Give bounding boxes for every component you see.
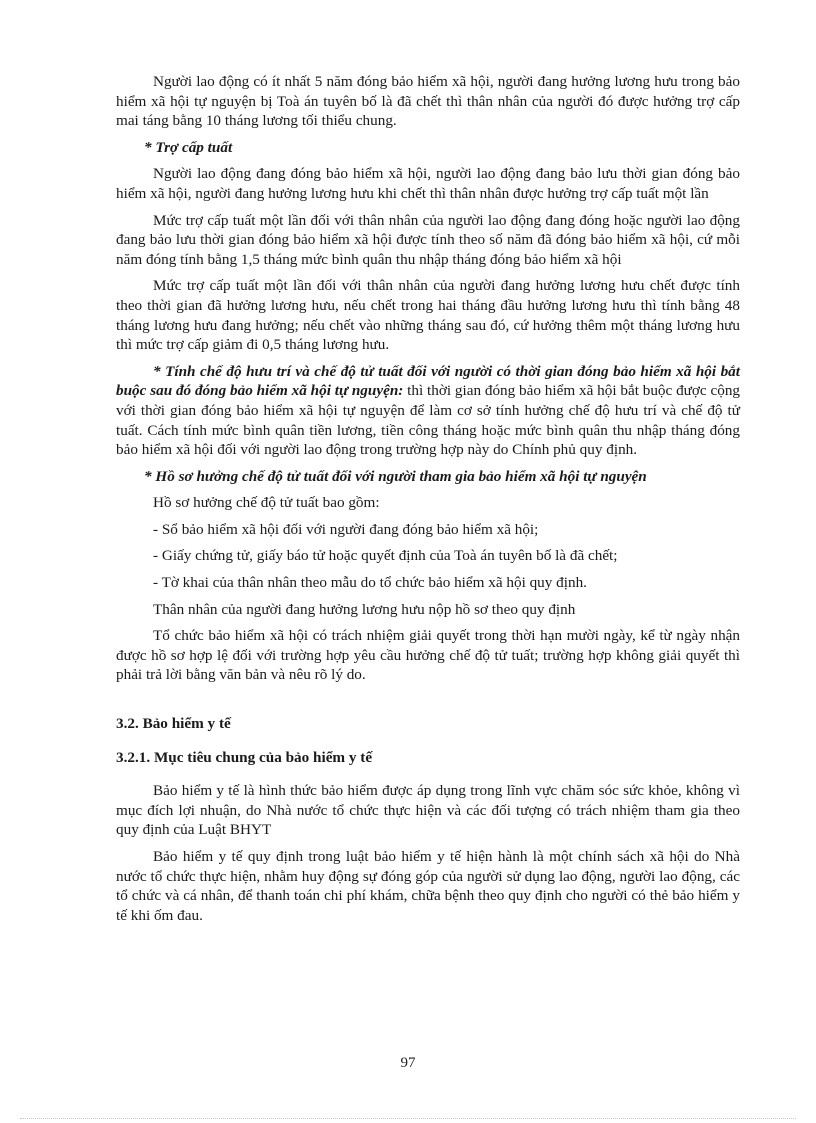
paragraph-health-insurance-policy: Bảo hiểm y tế quy định trong luật bảo hiểm y tế hiện hành là một chính sách xã hội do Nhà nước tổ chức thực hiện, nhằm huy động sự đóng góp của người sử dụng lao động, người lao động, các tổ chức và cá nhân, để thanh toán chi phí khám, chữa bệnh theo quy định cho người có thẻ bảo hiểm y tế khi ốm đau. [116, 848, 740, 924]
page-number: 97 [400, 1055, 416, 1071]
paragraph-combined-contribution-lead: * Tính chế độ hưu trí và chế độ tử tuất đối với người có thời gian đóng bảo hiểm xã hội bắt buộc sau đó đóng bảo hiểm xã hội tự nguyện: [116, 362, 740, 400]
spacer [116, 767, 740, 781]
subsection-heading-objectives: 3.2.1. Mục tiêu chung của bảo hiểm y tế [116, 748, 373, 766]
list-item-declaration-form: - Tờ khai của thân nhân theo mẫu do tổ chức bảo hiểm xã hội quy định. [153, 574, 587, 592]
paragraph-funeral-allowance: Người lao động có ít nhất 5 năm đóng bảo hiểm xã hội, người đang hưởng lương hưu trong bảo hiểm xã hội tự nguyện bị Toà án tuyên bố là đã chết thì thân nhân của người đó được hưởng trợ cấp mai táng bằng 10 tháng lương tối thiểu chung. [116, 73, 740, 130]
heading-survivor-allowance: * Trợ cấp tuất [144, 138, 233, 156]
paragraph-lump-sum-rate-workers: Mức trợ cấp tuất một lần đối với thân nhân của người lao động đang đóng hoặc người lao động đang bảo lưu thời gian đóng bảo hiểm xã hội được tính theo số năm đã đóng bảo hiểm xã hội, cứ mỗi năm đóng tính bằng 1,5 tháng mức bình quân thu nhập tháng đóng bảo hiểm xã hội [116, 211, 740, 268]
paragraph-combined-contribution-body: thì thời gian đóng bảo hiểm xã hội bắt buộc được cộng với thời gian đóng bảo hiểm xã hội tự nguyện để làm cơ sở tính hưởng chế độ hưu trí và chế độ tử tuất. Cách tính mức bình quân tiền lương, tiền công tháng hoặc mức bình quân thu nhập tháng đóng bảo hiểm xã hội đối với người lao động trong trường hợp này do Chính phủ quy định. [116, 382, 741, 459]
paragraph-health-insurance-definition: Bảo hiểm y tế là hình thức bảo hiểm được áp dụng trong lĩnh vực chăm sóc sức khỏe, không vì mục đích lợi nhuận, do Nhà nước tổ chức thực hiện và các đối tượng có trách nhiệm tham gia theo quy định của Luật BHYT [116, 782, 740, 839]
spacer [116, 692, 740, 714]
spacer [116, 734, 740, 748]
page-bottom-divider [20, 1118, 796, 1119]
paragraph-lump-sum-rate-pensioners: Mức trợ cấp tuất một lần đối với thân nhân của người đang hưởng lương hưu chết được tính theo thời gian đã hưởng lương hưu, nếu chết trong hai tháng đầu hưởng lương hưu thì tính bằng 48 tháng lương hưu đang hưởng; nếu chết vào những tháng sau đó, cứ hưởng thêm một tháng lương hưu thì mức trợ cấp giảm đi 0,5 tháng lương hưu. [116, 277, 740, 354]
list-item-death-certificate: - Giấy chứng tử, giấy báo tử hoặc quyết định của Toà án tuyên bố là đã chết; [153, 547, 618, 565]
paragraph-combined-contribution [116, 362, 740, 460]
paragraph-survivor-eligibility: Người lao động đang đóng bảo hiểm xã hội, người lao động đang bảo lưu thời gian đóng bảo hiểm xã hội, người đang hưởng lương hưu khi chết thì thân nhân được hưởng trợ cấp tuất một lần [116, 165, 740, 202]
heading-dossier: * Hồ sơ hưởng chế độ tử tuất đối với người tham gia bảo hiểm xã hội tự nguyện [144, 467, 647, 485]
section-heading-health-insurance: 3.2. Bảo hiểm y tế [116, 715, 231, 733]
paragraph-dossier-intro: Hồ sơ hưởng chế độ tử tuất bao gồm: [153, 494, 380, 512]
list-item-insurance-book: - Sổ bảo hiểm xã hội đối với người đang đóng bảo hiểm xã hội; [153, 520, 539, 538]
paragraph-pensioner-dossier: Thân nhân của người đang hưởng lương hưu nộp hồ sơ theo quy định [153, 600, 576, 618]
paragraph-processing-deadline: Tổ chức bảo hiểm xã hội có trách nhiệm giải quyết trong thời hạn mười ngày, kể từ ngày nhận được hồ sơ hợp lệ đối với trường hợp yêu cầu hưởng chế độ tử tuất; trường hợp không giải quyết thì phải trả lời bằng văn bản và nêu rõ lý do. [116, 627, 740, 684]
page-content [116, 72, 740, 932]
